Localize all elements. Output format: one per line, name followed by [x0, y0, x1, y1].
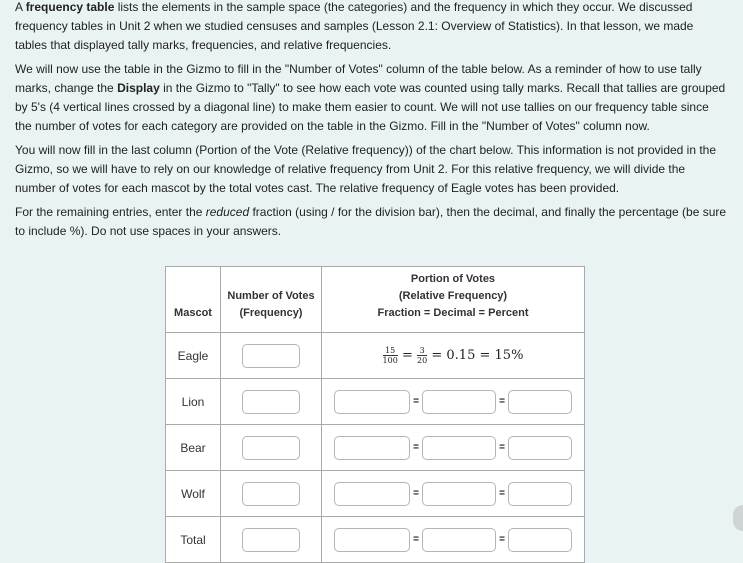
paragraph-frequency-table: A frequency table lists the elements in the sample space (the categories) and the frequency in which they occur. We discussed frequency tables in Unit 2 when we studied censuses and samples (Lesson 2.1: Overview of Statistics). In that lesson, we made tables that displayed tally marks, frequencies, and relative frequencies.	[15, 0, 694, 52]
equals-sign: =	[499, 534, 505, 545]
table-row-lion	[166, 379, 585, 425]
paragraph-remaining-entries: For the remaining entries, enter the reduced fraction (using / for the division bar), then the decimal, and finally the percentage (be sure to include %). Do not use spaces in your answers.	[15, 205, 727, 238]
fraction-input-bear[interactable]	[334, 436, 410, 460]
table-row-total	[166, 517, 585, 563]
fraction-input-lion[interactable]	[334, 390, 410, 414]
percent-input-total[interactable]	[508, 528, 572, 552]
mascot-label: Bear	[166, 425, 221, 471]
votes-input-eagle[interactable]	[242, 344, 300, 368]
mascot-label: Wolf	[166, 471, 221, 517]
instructions	[15, 0, 727, 246]
equals-sign: =	[499, 442, 505, 453]
decimal-input-total[interactable]	[422, 528, 496, 552]
fraction-input-wolf[interactable]	[334, 482, 410, 506]
percent-input-bear[interactable]	[508, 436, 572, 460]
paragraph-relative-frequency: You will now fill in the last column (Portion of the Vote (Relative frequency)) of the chart below. This information is not provided in the Gizmo, so we will have to rely on our knowledge of relative frequency from Unit 2. For this relative frequency, we will divide the number of votes for each mascot by the total votes cast. The relative frequency of Eagle votes has been provided.	[15, 143, 717, 195]
votes-input-lion[interactable]	[242, 390, 300, 414]
votes-input-wolf[interactable]	[242, 482, 300, 506]
equals-sign: =	[413, 534, 419, 545]
header-portion: Portion of Votes (Relative Frequency) Fraction = Decimal = Percent	[322, 267, 585, 333]
equals-sign: =	[413, 396, 419, 407]
paragraph-number-of-votes: We will now use the table in the Gizmo to fill in the "Number of Votes" column of the table below. As a reminder of how to use tally marks, change the Display in the Gizmo to "Tally" to see how each vote was counted using tally marks. Recall that tallies are grouped by 5's (4 vertical lines crossed by a diagonal line) to make them easier to count. We will not use tallies on our frequency table since the number of votes for each category are provided on the table in the Gizmo. Fill in the "Number of Votes" column now.	[15, 62, 726, 133]
votes-input-total[interactable]	[242, 528, 300, 552]
equals-sign: =	[499, 488, 505, 499]
equals-sign: =	[413, 488, 419, 499]
decimal-input-bear[interactable]	[422, 436, 496, 460]
table-row-bear	[166, 425, 585, 471]
eagle-relative-frequency: $\frac{15}{100}$ = $\frac{3}{20}$ = 0.15 = 15%	[322, 333, 585, 379]
mascot-label: Total	[166, 517, 221, 563]
header-votes: Number of Votes (Frequency)	[221, 267, 322, 333]
percent-input-wolf[interactable]	[508, 482, 572, 506]
table-row-wolf	[166, 471, 585, 517]
equals-sign: =	[499, 396, 505, 407]
fraction-input-total[interactable]	[334, 528, 410, 552]
scroll-handle[interactable]	[733, 505, 743, 531]
mascot-label: Lion	[166, 379, 221, 425]
percent-input-lion[interactable]	[508, 390, 572, 414]
votes-input-bear[interactable]	[242, 436, 300, 460]
decimal-input-lion[interactable]	[422, 390, 496, 414]
decimal-input-wolf[interactable]	[422, 482, 496, 506]
frequency-table	[165, 266, 585, 563]
mascot-label: Eagle	[166, 333, 221, 379]
equals-sign: =	[413, 442, 419, 453]
table-row-eagle	[166, 333, 585, 379]
header-mascot: Mascot	[166, 267, 221, 333]
